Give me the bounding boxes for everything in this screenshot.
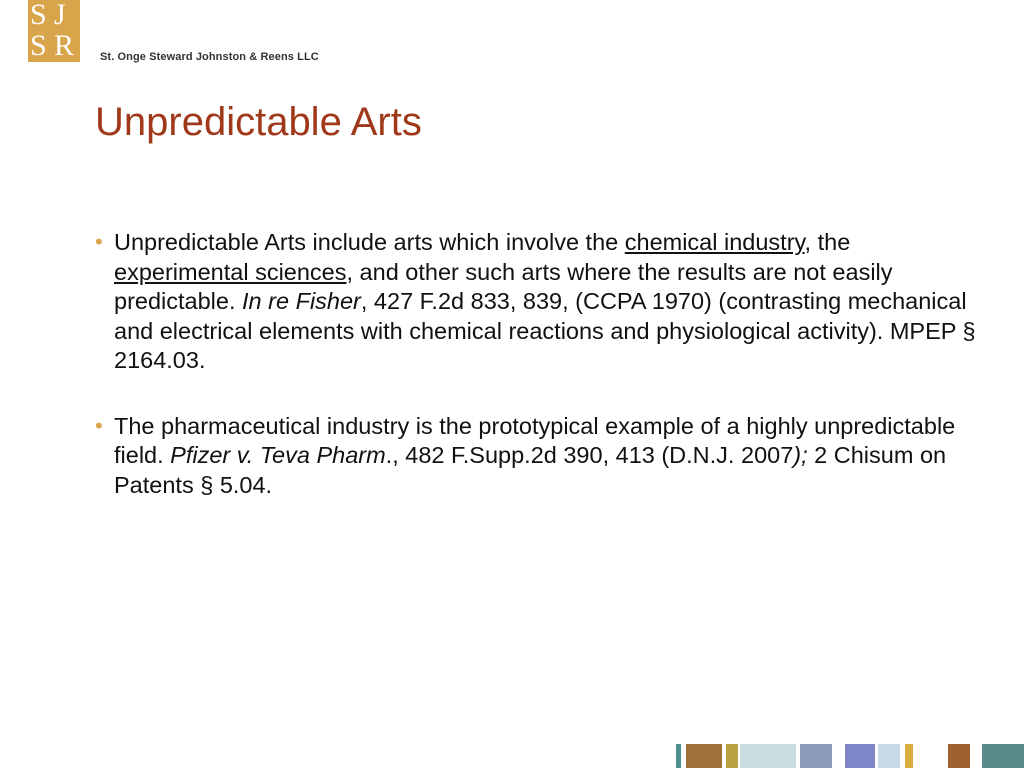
bullet-list (95, 228, 985, 536)
footer-color-block (686, 744, 722, 768)
case-citation: In re Fisher (242, 288, 361, 314)
slide-title: Unpredictable Arts (95, 100, 422, 144)
logo-letter: R (54, 29, 75, 62)
footer-color-block (740, 744, 796, 768)
firm-logo (28, 0, 80, 62)
footer-color-block (726, 744, 738, 768)
bullet-text: Unpredictable Arts include arts which involve the (114, 229, 625, 255)
bullet-item (95, 228, 985, 376)
bullet-icon: • (95, 412, 103, 438)
citation-punctuation: ); (793, 442, 808, 468)
bullet-text: , 427 F.2d 833, 839, (CCPA 1970) (contrasting mechanical and electrical elements with chemical reactions and physiological activity). MPEP § 2164.03. (114, 288, 976, 373)
footer-color-block (948, 744, 970, 768)
logo-letter: S (30, 0, 47, 31)
bullet-text: ., 482 F.Supp.2d 390, 413 (D.N.J. 2007 (385, 442, 794, 468)
underlined-term: experimental sciences (114, 258, 347, 285)
bullet-item (95, 412, 985, 501)
footer-color-block (878, 744, 900, 768)
firm-name: St. Onge Steward Johnston & Reens LLC (100, 51, 319, 63)
footer-color-block (982, 744, 1024, 768)
footer-color-block (905, 744, 913, 768)
bullet-text: The pharmaceutical industry is the prototypical example of a highly unpredictable field. (114, 412, 956, 468)
case-citation: Pfizer v. Teva Pharm (170, 442, 386, 468)
bullet-text: 2 Chisum on Patents § 5.04. (114, 442, 947, 498)
underlined-term: chemical industry (624, 229, 805, 255)
footer-color-block (800, 744, 832, 768)
bullet-icon: • (95, 229, 103, 254)
bullet-text: , and other such arts where the results are not easily predictable. (114, 258, 893, 314)
logo-letter: S (30, 29, 47, 62)
bullet-text: , the (804, 229, 851, 255)
footer-color-block (676, 744, 681, 768)
logo-letter: J (54, 0, 66, 31)
footer-color-block (845, 744, 875, 768)
